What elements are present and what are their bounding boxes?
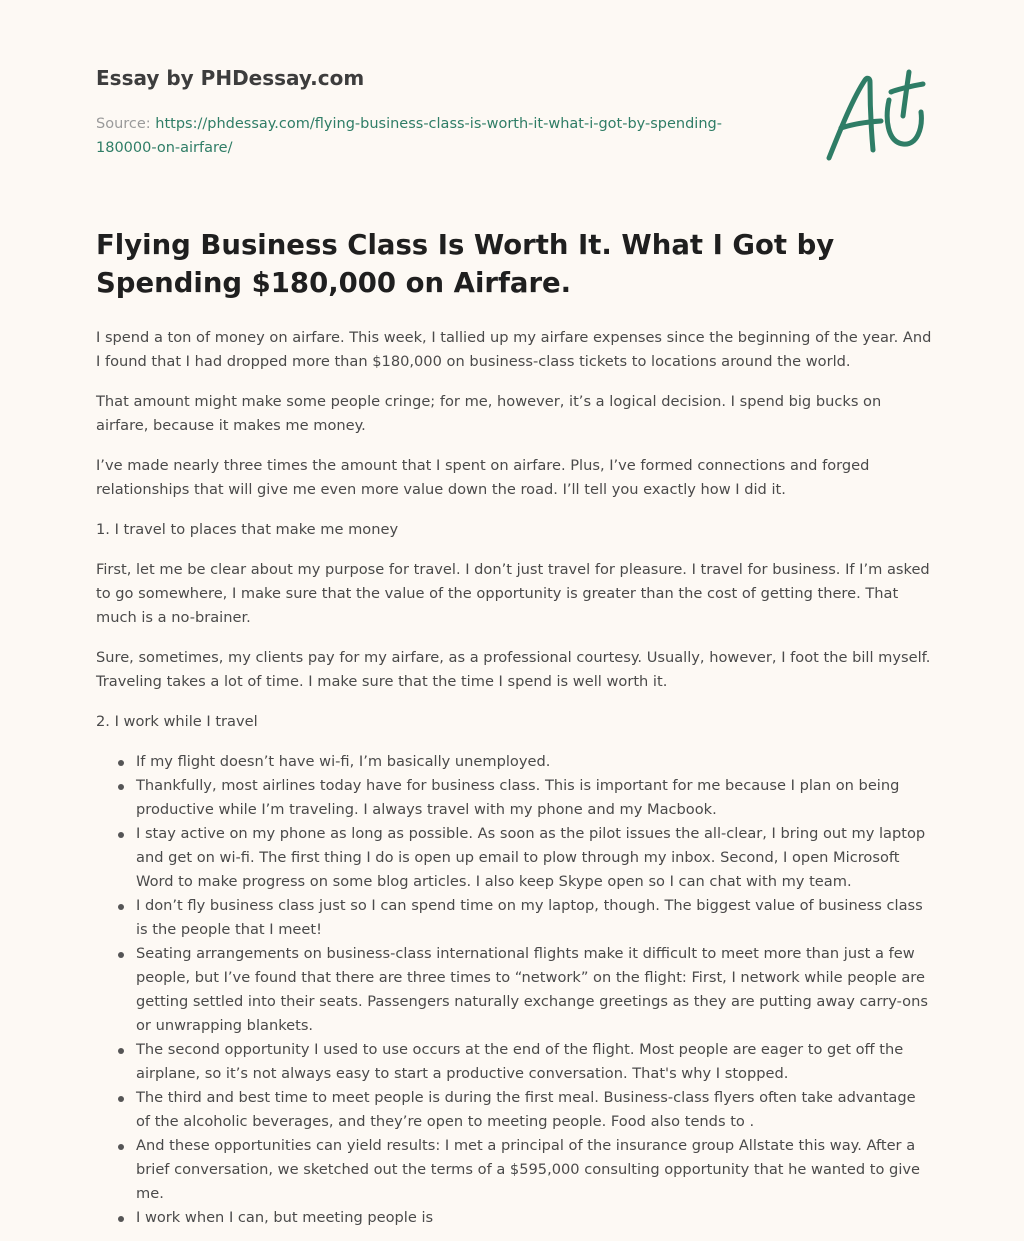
list-item: The third and best time to meet people is during the first meal. Business-class flyers often take advantage of the alcoholic beverages, and they’re open to meeting people. Food also tends to . [136,1086,932,1134]
paragraph: Sure, sometimes, my clients pay for my airfare, as a professional courtesy. Usually, however, I foot the bill myself. Traveling takes a lot of time. I make sure that the time I spend is well worth it. [96,649,931,690]
list-item: Seating arrangements on business-class international flights make it difficult to meet more than just a few people, but I’ve found that there are three times to “network” on the flight: First, I network while people are getting settled into their seats. Passengers naturally exchange greetings as they are putting away carry-ons or unwrapping blankets. [136,942,932,1038]
list-item: I work when I can, but meeting people is [136,1206,932,1230]
section-heading: 1. I travel to places that make me money [96,521,399,538]
list-item: The second opportunity I used to use occurs at the end of the flight. Most people are eager to get off the airplane, so it’s not always easy to start a productive conversation. That's why I stopped. [136,1038,932,1086]
paragraph: I spend a ton of money on airfare. This week, I tallied up my airfare expenses since the beginning of the year. And I found that I had dropped more than $180,000 on business-class tickets to locations around the world. [96,329,932,370]
source-line [96,112,776,160]
list-item: I stay active on my phone as long as possible. As soon as the pilot issues the all-clear, I bring out my laptop and get on wi-fi. The first thing I do is open up email to plow through my inbox. Second, I open Microsoft Word to make progress on some blog articles. I also keep Skype open so I can chat with my team. [136,822,932,894]
source-label: Source: [96,116,156,132]
essay-title: Flying Business Class Is Worth It. What I Got by Spending $180,000 on Airfare. [96,229,835,299]
paragraph: I’ve made nearly three times the amount that I spent on airfare. Plus, I’ve formed connections and forged relationships that will give me even more value down the road. I’ll tell you exactly how I did it. [96,457,870,498]
essay-body [96,326,932,1230]
site-brand: Essay by PHDessay.com [96,66,365,90]
list-item: Thankfully, most airlines today have for business class. This is important for me because I plan on being productive while I’m traveling. I always travel with my phone and my Macbook. [136,774,932,822]
paragraph: First, let me be clear about my purpose for travel. I don’t just travel for pleasure. I travel for business. If I’m asked to go somewhere, I make sure that the value of the opportunity is greater than the cost of getting there. That much is a no-brainer. [96,561,930,626]
list-item: If my flight doesn’t have wi-fi, I’m basically unemployed. [136,750,932,774]
a-plus-logo-icon [823,66,927,166]
section-heading: 2. I work while I travel [96,713,258,730]
source-link[interactable]: https://phdessay.com/flying-business-class-is-worth-it-what-i-got-by-spending-180000-on-airfare/ [96,116,722,156]
list-item: I don’t fly business class just so I can spend time on my laptop, though. The biggest value of business class is the people that I meet! [136,894,932,942]
list-item: And these opportunities can yield results: I met a principal of the insurance group Allstate this way. After a brief conversation, we sketched out the terms of a $595,000 consulting opportunity that he wanted to give me. [136,1134,932,1206]
bullet-list [96,750,932,1230]
paragraph: That amount might make some people cringe; for me, however, it’s a logical decision. I spend big bucks on airfare, because it makes me money. [96,393,882,434]
